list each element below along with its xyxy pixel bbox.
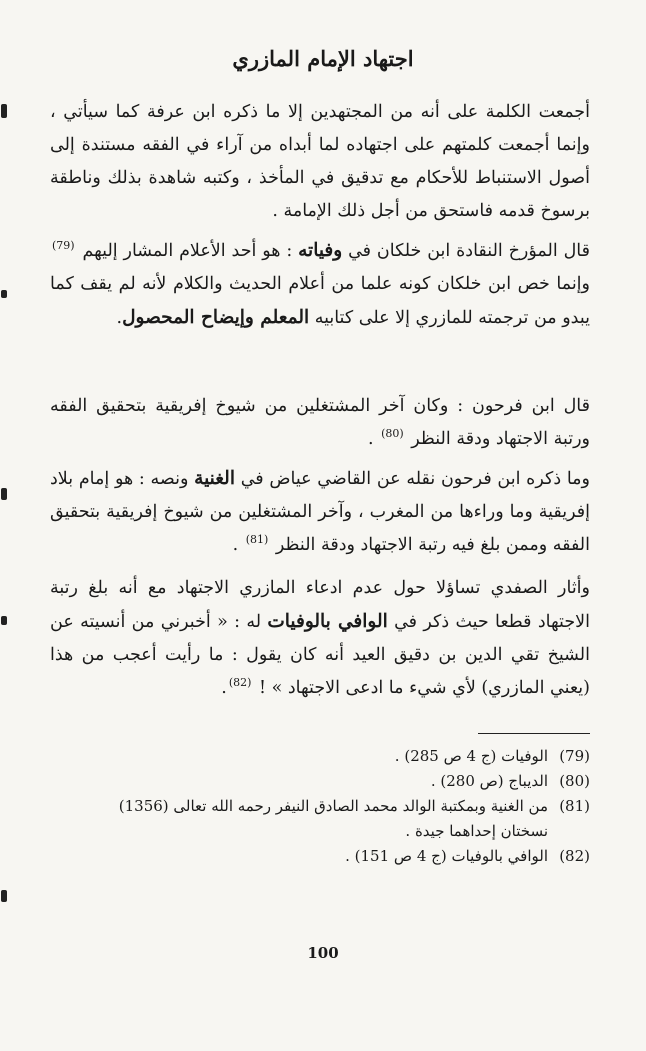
book-title-ghunya: الغنية xyxy=(194,468,235,489)
paragraph-text: : هو أحد الأعلام المشار إليهم xyxy=(82,241,293,261)
footnote-item xyxy=(40,769,590,794)
paragraph-text: ونصه : هو إمام بلاد إفريقية وما وراءها من المغرب ، وآخر المشتغلين من شيوخ إفريقية بتحقيق الفقه وممن بلغ فيه رتبة الاجتهاد ودقة النظر xyxy=(50,469,590,555)
page-number: 100 xyxy=(307,944,339,962)
book-title-muallim: المعلم وإيضاح المحصول xyxy=(122,307,310,328)
footnote-text: الديباج (ص 280) . xyxy=(430,772,548,790)
footnote-number: (80) xyxy=(559,772,590,790)
book-title-wafayat: وفياته xyxy=(298,240,343,261)
footnote-item xyxy=(40,844,590,869)
paragraph-text: . xyxy=(232,535,239,555)
paragraph-text: قال ابن فرحون : وكان آخر المشتغلين من شيوخ إفريقية بتحقيق الفقه ورتبة الاجتهاد ودقة النظر xyxy=(50,396,590,449)
footnote-divider xyxy=(478,733,590,734)
footnote-text: الوفيات (ج 4 ص 285) . xyxy=(394,747,548,765)
paragraph-text: . xyxy=(367,429,374,449)
footnote-ref-82[interactable]: (82) xyxy=(228,676,252,690)
paragraph-2 xyxy=(50,234,590,335)
scan-margin-mark xyxy=(1,290,7,298)
paragraph-text: أجمعت الكلمة على أنه من المجتهدين إلا ما ذكره ابن عرفة كما سيأتي ، وإنما أجمعت كلمتهم على اجتهاده لما أبداه من آراء في الفقه مستندة إلى أصول الاستنباط للأحكام مع تدقيق في المأخذ ، وكتبه شاهدة بذلك وناطقة برسوخ قدمه فاستحق من أجل ذلك الإمامة . xyxy=(50,102,590,221)
footnote-number: (81) xyxy=(559,797,590,815)
scan-margin-mark xyxy=(1,104,7,118)
paragraph-1 xyxy=(50,96,590,228)
paragraph-text: وأثار الصفدي تساؤلا حول عدم ادعاء المازري الاجتهاد مع أنه بلغ رتبة الاجتهاد قطعا حيث ذكر في xyxy=(50,578,590,632)
footnote-text: الوافي بالوفيات (ج 4 ص 151) . xyxy=(345,847,548,865)
footnote-item xyxy=(40,794,590,844)
footnote-item xyxy=(40,744,590,769)
scan-margin-mark xyxy=(1,890,7,902)
footnote-number: (79) xyxy=(559,747,590,765)
paragraph-5 xyxy=(50,572,590,705)
paragraph-text: . xyxy=(221,678,227,698)
footnote-number: (82) xyxy=(559,847,590,865)
paragraph-3 xyxy=(50,390,590,456)
footnote-ref-81[interactable]: (81) xyxy=(245,533,269,547)
footnote-ref-79[interactable]: (79) xyxy=(52,239,75,253)
paragraph-text: له : « أخبرني من أنسيته عن الشيخ تقي الدين بن دقيق العيد أنه كان يقول : ما رأيت أعجب من هذا (يعني المازري) لأي شيء ما ادعى الاجتهاد » ! xyxy=(50,612,590,698)
paragraph-text: وما ذكره ابن فرحون نقله عن القاضي عياض في xyxy=(240,469,590,489)
paragraph-text: وإنما خص ابن خلكان كونه علما من أعلام الحديث والكلام لأنه لم يقف كما يبدو من ترجمته للمازري إلا على كتابيه xyxy=(50,274,590,328)
footnote-text-block xyxy=(40,794,548,844)
page-title: اجتهاد الإمام المازري xyxy=(232,46,414,71)
paragraph-text: قال المؤرخ النقادة ابن خلكان في xyxy=(348,241,590,261)
footnote-text: من الغنية وبمكتبة الوالد محمد الصادق النيفر رحمه الله تعالى (1356) xyxy=(118,797,548,815)
scan-margin-mark xyxy=(1,616,7,625)
footnotes-list xyxy=(40,744,590,869)
footnote-text-continued: نسختان إحداهما جيدة . xyxy=(405,822,548,840)
paragraph-4 xyxy=(50,462,590,562)
paragraph-text: . xyxy=(116,308,123,328)
scan-margin-mark xyxy=(1,488,7,500)
footnote-ref-80[interactable]: (80) xyxy=(381,427,404,441)
book-title-wafi: الوافي بالوفيات xyxy=(267,611,388,632)
